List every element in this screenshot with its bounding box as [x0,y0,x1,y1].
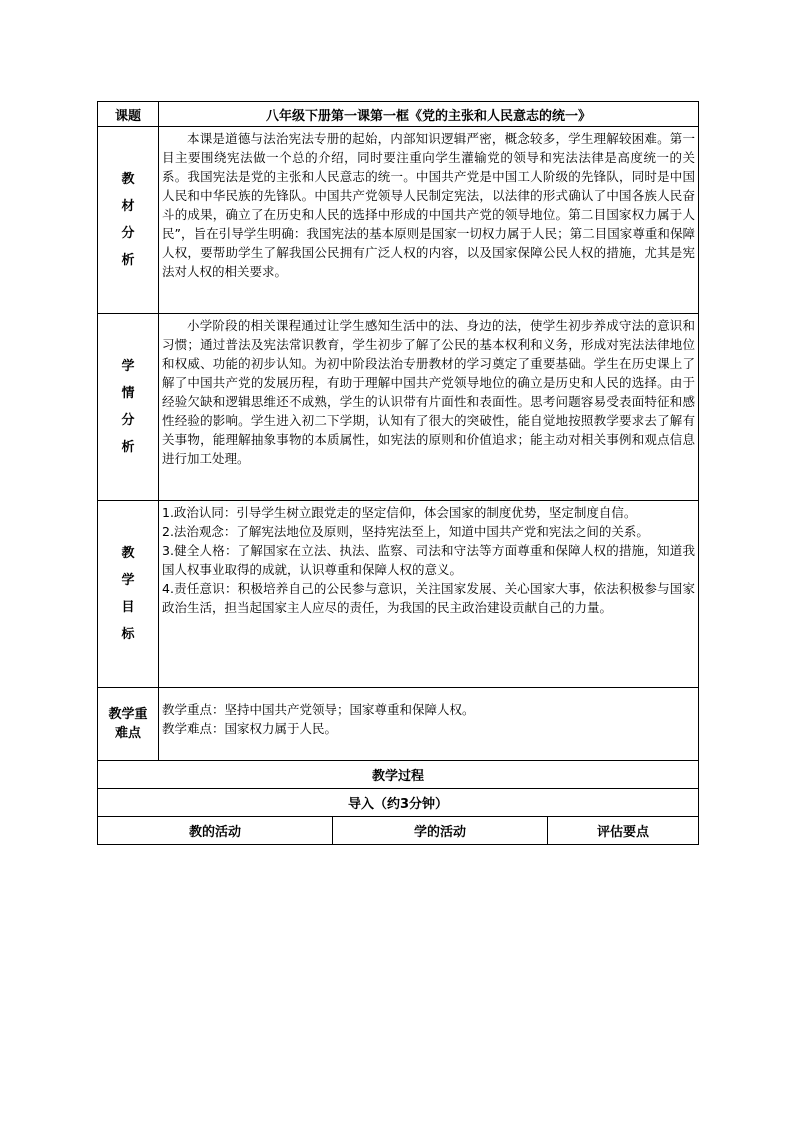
students-label [98,314,159,501]
label-char: 分 [121,226,135,241]
process-title: 教学过程 [98,761,699,789]
intro-row [98,789,699,817]
lesson-title: 八年级下册第一课第一框《党的主张和人民意志的统一》 [159,102,699,127]
material-analysis [159,127,699,314]
goal-item: 1.政治认同：引导学生树立跟党走的坚定信仰，体会国家的制度优势，坚定制度自信。 [162,505,637,520]
label-char: 教 [121,172,135,187]
label-char: 学 [121,573,135,588]
key-points-label-line1: 教学重 [108,707,148,722]
topic-label: 课题 [98,102,159,127]
label-char: 析 [121,253,135,268]
column-teaching-activity: 教的活动 [98,817,333,845]
label-char: 情 [121,386,135,401]
header-row [98,102,699,127]
key-points-row [98,688,699,761]
column-assessment-points: 评估要点 [548,817,699,845]
label-char: 目 [121,600,135,615]
label-char: 标 [121,627,135,642]
label-char: 分 [121,413,135,428]
material-text: 本课是道德与法治宪法专册的起始，内部知识逻辑严密，概念较多，学生理解较困难。第一目主要围绕宪法做一个总的介绍，同时要注重向学生灌输党的领导和宪法法律是高度统一的关系。我国宪法是党的主张和人民意志的统一。中国共产党是中国工人阶级的先锋队，同时是中国人民和中华民族的先锋队。中国共产党领导人民制定宪法，以法律的形式确认了中国各族人民奋斗的成果，确立了在历史和人民的选择中形成的中国共产党的领导地位。第二目国家权力属于人民”，旨在引导学生明确：我国宪法的基本原则是国家一切权力属于人民；第二目国家尊重和保障人权，要帮助学生了解我国公民拥有广泛人权的内容，以及国家保障公民人权的措施，尤其是宪法对人权的相关要求。 [162,131,695,279]
label-char: 学 [121,359,135,374]
column-learning-activity: 学的活动 [333,817,548,845]
students-analysis [159,314,699,501]
process-title-row [98,761,699,789]
students-text: 小学阶段的相关课程通过让学生感知生活中的法、身边的法，使学生初步养成守法的意识和习惯；通过普法及宪法常识教育，学生初步了解了公民的基本权利和义务，形成对宪法法律地位和权威、功能的初步认知。为初中阶段法治专册教材的学习奠定了重要基础。学生在历史课上了解了中国共产党的发展历程，有助于理解中国共产党领导地位的确立是历史和人民的选择。由于经验欠缺和逻辑思维还不成熟，学生的认识带有片面性和表面性。思考问题容易受表面特征和感性经验的影响。学生进入初二下学期，认知有了很大的突破性，能自觉地按照教学要求去了解有关事物，能理解抽象事物的本质属性，如宪法的原则和价值追求；能主动对相关事例和观点信息进行加工处理。 [162,318,695,466]
students-row [98,314,699,501]
goal-item: 3.健全人格：了解国家在立法、执法、监察、司法和守法等方面尊重和保障人权的措施，知道我国人权事业取得的成就，认识尊重和保障人权的意义。 [162,543,695,577]
material-label [98,127,159,314]
key-points-label-line2: 难点 [114,726,141,741]
columns-row [98,817,699,845]
key-difficulty: 教学难点：国家权力属于人民。 [162,721,338,736]
label-char: 教 [121,546,135,561]
goals-label [98,501,159,688]
key-points [159,688,699,761]
goal-item: 2.法治观念：了解宪法地位及原则，坚持宪法至上，知道中国共产党和宪法之间的关系。 [162,524,649,539]
key-points-label [98,688,159,761]
lesson-plan-table [97,101,699,845]
intro-title: 导入（约3分钟） [98,789,699,817]
label-char: 析 [121,440,135,455]
goal-item: 4.责任意识：积极培养自己的公民参与意识，关注国家发展、关心国家大事，依法积极参与国家政治生活，担当起国家主人应尽的责任，为我国的民主政治建设贡献自己的力量。 [162,581,695,615]
key-focus: 教学重点：坚持中国共产党领导；国家尊重和保障人权。 [162,702,475,717]
teaching-goals [159,501,699,688]
goals-row [98,501,699,688]
label-char: 材 [121,199,135,214]
material-row [98,127,699,314]
